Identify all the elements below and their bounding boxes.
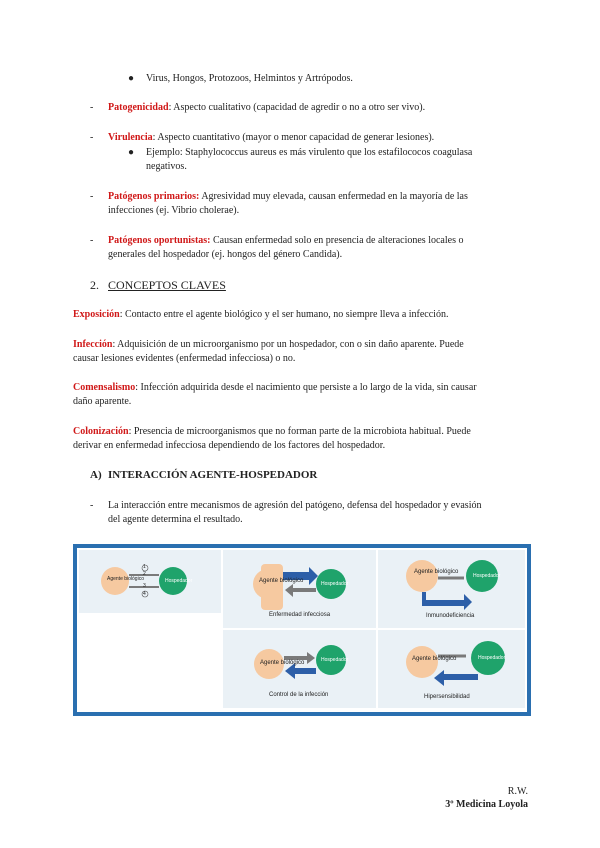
virulencia-example-line2: negativos. [146, 161, 187, 172]
section-number: 2. [90, 278, 99, 292]
section-a-title: INTERACCIÓN AGENTE-HOSPEDADOR [108, 469, 318, 481]
panel-enfermedad-host-label: Hospedador [321, 581, 349, 587]
section-a-item-line2: del agente determina el resultado. [108, 514, 243, 525]
number-label-3: 3 [143, 583, 146, 589]
panel-hipersensibilidad-caption: Hipersensibilidad [424, 694, 470, 700]
bullet-dot: ● [128, 147, 135, 158]
bullet-dot: ● [128, 73, 135, 84]
definition-exposicion: Exposición: Contacto entre el agente biológico y el ser humano, no siempre lleva a infección. [73, 309, 449, 320]
figure-panel-enfermedad [223, 550, 376, 628]
dash-marker: - [90, 102, 94, 113]
list-item-virulencia: Virulencia: Aspecto cuantitativo (mayor o menor capacidad de generar lesiones). [108, 132, 435, 143]
number-label-1: 1 [143, 564, 146, 570]
panel-overview-agent-label: Agente biológico [107, 576, 144, 582]
panel-inmunodeficiencia-agent-label: Agente biológico [414, 569, 459, 575]
definition-colonizacion: Colonización: Presencia de microorganismos que no forman parte de la microbiota habitual. Puede [73, 426, 471, 437]
footer [445, 785, 528, 811]
virulencia-example-line1: Ejemplo: Staphylococcus aureus es más virulento que los estafilococos coagulasa [146, 147, 473, 158]
panel-overview-host-label: Hospedador [165, 578, 193, 584]
section-title: CONCEPTOS CLAVES [108, 278, 226, 292]
list-item-patogenos-primarios: Patógenos primarios: Agresividad muy elevada, causan enfermedad en la mayoría de las [108, 191, 468, 202]
arrow-blue [422, 592, 472, 610]
definition-colonizacion-line2: derivar en enfermedad infecciosa dependiendo de los factores del hospedador. [73, 440, 386, 451]
figure-panel-inmunodeficiencia [378, 550, 525, 628]
footer-course: 3º Medicina Loyola [445, 799, 528, 810]
panel-control-host-label: Hospedador [321, 657, 349, 663]
number-label-4: 4 [143, 591, 146, 597]
panel-hipersensibilidad-agent-label: Agente biológico [412, 656, 457, 662]
dash-marker: - [90, 132, 94, 143]
panel-control-caption: Control de la infección [269, 692, 329, 698]
definition-infeccion: Infección: Adquisición de un microorganismo por un hospedador, con o sin daño aparente. Puede [73, 339, 464, 350]
number-label-2: 2 [143, 571, 146, 577]
figure-panel-overview [79, 550, 221, 613]
interaction-figure [73, 544, 531, 716]
footer-initials: R.W. [507, 786, 528, 797]
panel-inmunodeficiencia-host-label: Hospedador [473, 573, 501, 579]
arrow-blue [434, 670, 478, 686]
arrow-gray [285, 584, 316, 597]
figure-panel-hipersensibilidad [378, 630, 525, 708]
dash-marker: - [90, 191, 94, 202]
definition-infeccion-line2: causar lesiones evidentes (enfermedad infecciosa) o no. [73, 353, 296, 364]
panel-enfermedad-agent-label: Agente biológico [259, 578, 304, 584]
panel-control-agent-label: Agente biológico [260, 660, 305, 666]
definition-comensalismo-line2: daño aparente. [73, 396, 132, 407]
panel-overview-diagram [79, 550, 221, 613]
list-item-patogenos-oportunistas: Patógenos oportunistas: Causan enfermedad solo en presencia de alteraciones locales o [108, 235, 464, 246]
dash-marker: - [90, 500, 94, 511]
bullet-text: Virus, Hongos, Protozoos, Helmintos y Artrópodos. [146, 73, 353, 84]
patogenos-primarios-line2: infecciones (ej. Vibrio cholerae). [108, 205, 240, 216]
panel-hipersensibilidad-host-label: Hospedador [478, 655, 506, 661]
panel-enfermedad-caption: Enfermedad infecciosa [269, 612, 331, 618]
patogenos-oportunistas-line2: generales del hospedador (ej. hongos del género Candida). [108, 249, 343, 260]
panel-inmunodeficiencia-caption: Inmunodeficiencia [426, 613, 475, 619]
section-a-item-line1: La interacción entre mecanismos de agresión del patógeno, defensa del hospedador y evasión [108, 500, 482, 511]
dash-marker: - [90, 235, 94, 246]
list-item-patogenicidad: Patogenicidad: Aspecto cualitativo (capacidad de agredir o no a otro ser vivo). [108, 102, 426, 113]
section-a-label: A) [90, 469, 102, 481]
definition-comensalismo: Comensalismo: Infección adquirida desde el nacimiento que persiste a lo largo de la vida, sin causar [73, 382, 477, 393]
figure-panel-control [223, 630, 376, 708]
